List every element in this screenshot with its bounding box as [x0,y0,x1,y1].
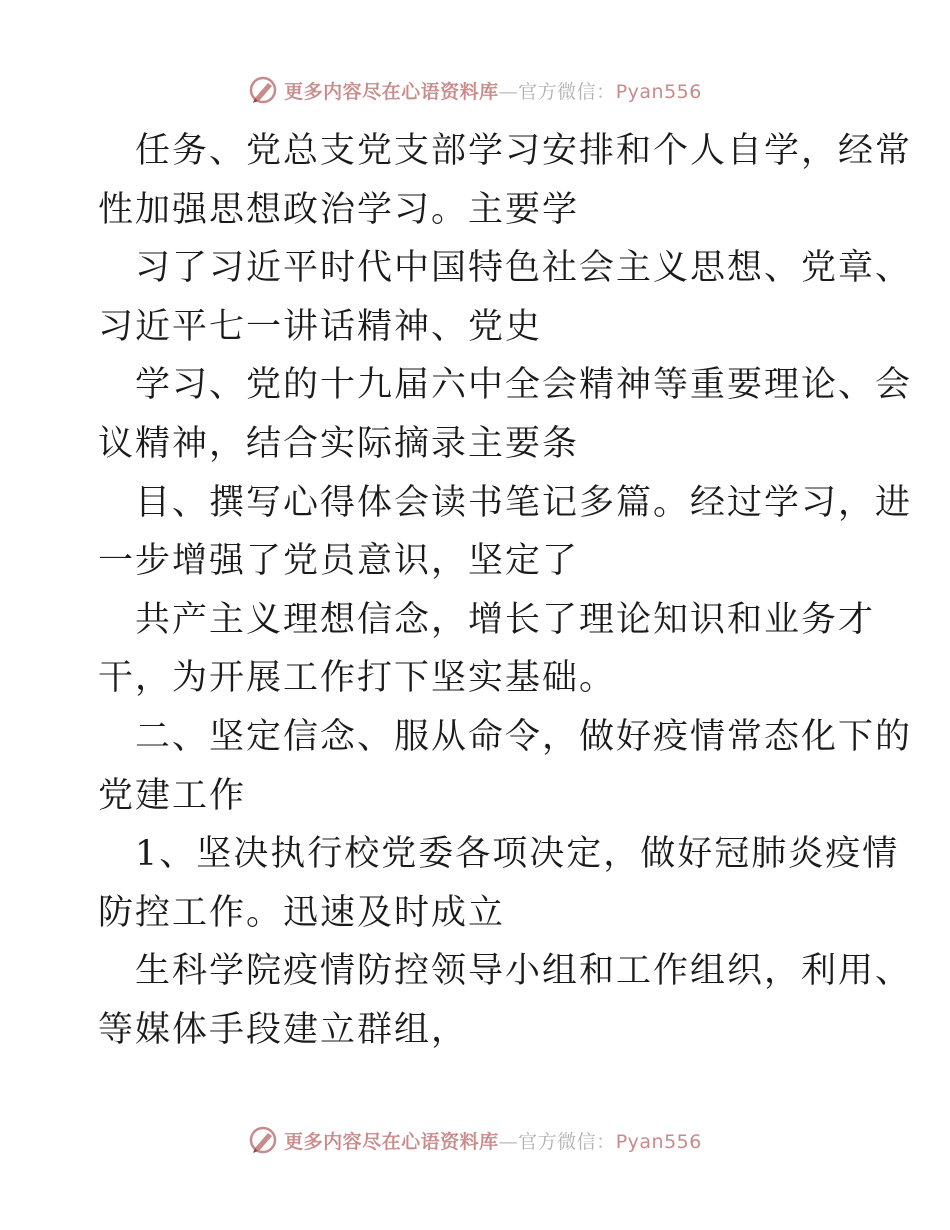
pen-logo-icon [248,75,278,105]
text-line: 等媒体手段建立群组， [98,1009,469,1050]
text-line: 生科学院疫情防控领导小组和工作组织，利用、 [135,951,913,992]
text-line: 学习、党的十九届六中全会精神等重要理论、会 [135,365,913,406]
watermark-id: Pyan556 [615,1130,702,1153]
footer-watermark [0,1120,950,1160]
pen-logo-icon [248,1125,278,1155]
text-line: 议精神，结合实际摘录主要条 [98,423,580,464]
text-line: 干，为开展工作打下坚实基础。 [98,658,617,699]
watermark-brand: 更多内容尽在心语资料库 [284,80,499,103]
text-line: 性加强思想政治学习。主要学 [98,189,580,230]
text-line: 任务、党总支党支部学习安排和个人自学，经常 [135,131,913,171]
watermark-text [284,1127,702,1154]
text-line: 习了习近平时代中国特色社会主义思想、党章、 [135,248,913,289]
watermark-id: Pyan556 [615,80,702,103]
watermark-label: 官方微信： [518,80,616,103]
text-line: 1、坚决执行校党委各项决定，做好冠肺炎疫情 [135,834,900,875]
watermark-label: 官方微信： [518,1130,616,1153]
watermark-separator: — [498,80,519,103]
section-heading-cont: 党建工作 [98,775,247,816]
text-line: 防控工作。迅速及时成立 [98,892,506,933]
text-line: 习近平七一讲话精神、党史 [98,306,543,347]
text-line: 共产主义理想信念，增长了理论知识和业务才 [135,599,876,640]
section-heading: 二、坚定信念、服从命令，做好疫情常态化下的 [135,716,913,757]
text-line: 目、撰写心得体会读书笔记多篇。经过学习，进 [135,482,913,523]
text-line: 一步增强了党员意识，坚定了 [98,541,580,582]
document-body [98,122,913,1060]
header-watermark [0,70,950,110]
watermark-separator: — [498,1130,519,1153]
watermark-text [284,77,702,104]
watermark-brand: 更多内容尽在心语资料库 [284,1130,499,1153]
